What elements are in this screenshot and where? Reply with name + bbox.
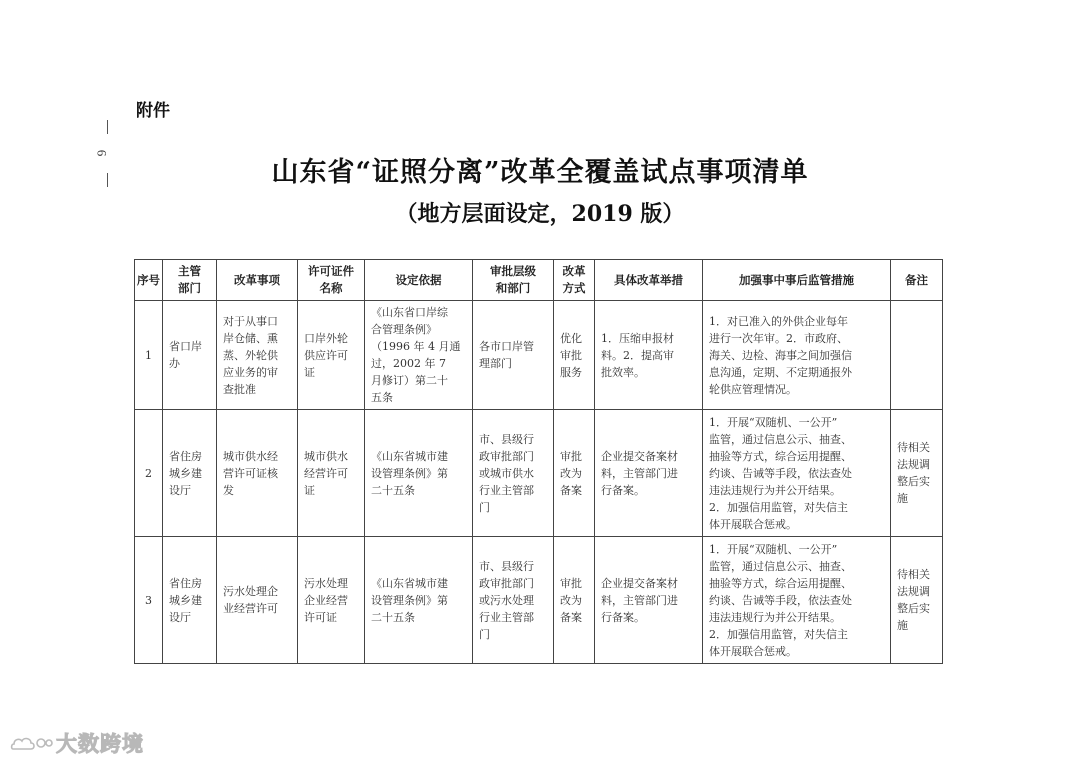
page-number: 6 xyxy=(94,149,110,157)
table-row xyxy=(135,301,943,410)
cell-method: 审批 改为 备案 xyxy=(554,410,595,537)
cell-seq: 1 xyxy=(135,301,163,410)
cell-supervision: 1．开展“双随机、一公开” 监管，通过信息公示、抽查、 抽验等方式，综合运用提醒、 约谈、告诫等手段，依法查处 违法违规行为并公开结果。 2．加强信用监管，对失信主 体开展联合惩戒。 xyxy=(703,537,891,664)
header-supervision: 加强事中事后监管措施 xyxy=(703,260,891,301)
cloud-logo-icon xyxy=(10,732,54,754)
cell-dept: 省住房 城乡建 设厅 xyxy=(163,537,217,664)
table-row xyxy=(135,537,943,664)
header-seq: 序号 xyxy=(135,260,163,301)
cell-method: 优化 审批 服务 xyxy=(554,301,595,410)
cell-level: 市、县级行 政审批部门 或城市供水 行业主管部 门 xyxy=(473,410,554,537)
cell-note xyxy=(891,301,943,410)
cell-note: 待相关 法规调 整后实 施 xyxy=(891,410,943,537)
cell-license: 污水处理 企业经营 许可证 xyxy=(298,537,365,664)
header-note: 备注 xyxy=(891,260,943,301)
cell-item: 污水处理企 业经营许可 xyxy=(217,537,298,664)
cell-seq: 3 xyxy=(135,537,163,664)
cell-seq: 2 xyxy=(135,410,163,537)
header-method: 改革 方式 xyxy=(554,260,595,301)
cell-note: 待相关 法规调 整后实 施 xyxy=(891,537,943,664)
attachment-label: 附件 xyxy=(136,101,170,121)
document-title: 山东省“证照分离”改革全覆盖试点事项清单 xyxy=(271,157,809,188)
header-level: 审批层级 和部门 xyxy=(473,260,554,301)
header-dept: 主管 部门 xyxy=(163,260,217,301)
reform-items-table xyxy=(134,259,943,664)
watermark xyxy=(10,728,144,758)
cell-item: 城市供水经 营许可证核 发 xyxy=(217,410,298,537)
table-row xyxy=(135,410,943,537)
cell-level: 市、县级行 政审批部门 或污水处理 行业主管部 门 xyxy=(473,537,554,664)
cell-measures: 企业提交备案材 料，主管部门进 行备案。 xyxy=(595,537,703,664)
cell-dept: 省口岸 办 xyxy=(163,301,217,410)
cell-measures: 企业提交备案材 料，主管部门进 行备案。 xyxy=(595,410,703,537)
cell-measures: 1．压缩申报材 料。2．提高审 批效率。 xyxy=(595,301,703,410)
cell-item: 对于从事口 岸仓储、熏 蒸、外轮供 应业务的审 查批准 xyxy=(217,301,298,410)
header-item: 改革事项 xyxy=(217,260,298,301)
header-measures: 具体改革举措 xyxy=(595,260,703,301)
header-basis: 设定依据 xyxy=(365,260,473,301)
cell-license: 城市供水 经营许可 证 xyxy=(298,410,365,537)
table-header-row xyxy=(135,260,943,301)
cell-license: 口岸外轮 供应许可 证 xyxy=(298,301,365,410)
cell-supervision: 1．开展“双随机、一公开” 监管，通过信息公示、抽查、 抽验等方式，综合运用提醒、 约谈、告诫等手段，依法查处 违法违规行为并公开结果。 2．加强信用监管，对失信主 体开展联合惩戒。 xyxy=(703,410,891,537)
header-license: 许可证件 名称 xyxy=(298,260,365,301)
cell-basis: 《山东省口岸综 合管理条例》 （1996 年 4 月通 过，2002 年 7 月修订）第二十 五条 xyxy=(365,301,473,410)
page-margin-line-top xyxy=(107,120,108,134)
cell-supervision: 1．对已准入的外供企业每年 进行一次年审。2．市政府、 海关、边检、海事之间加强信 息沟通，定期、不定期通报外 轮供应管理情况。 xyxy=(703,301,891,410)
document-subtitle: （地方层面设定，2019 版） xyxy=(395,201,685,227)
cell-method: 审批 改为 备案 xyxy=(554,537,595,664)
cell-basis: 《山东省城市建 设管理条例》第 二十五条 xyxy=(365,537,473,664)
cell-basis: 《山东省城市建 设管理条例》第 二十五条 xyxy=(365,410,473,537)
cell-level: 各市口岸管 理部门 xyxy=(473,301,554,410)
watermark-text: 大数跨境 xyxy=(56,732,144,756)
cell-dept: 省住房 城乡建 设厅 xyxy=(163,410,217,537)
